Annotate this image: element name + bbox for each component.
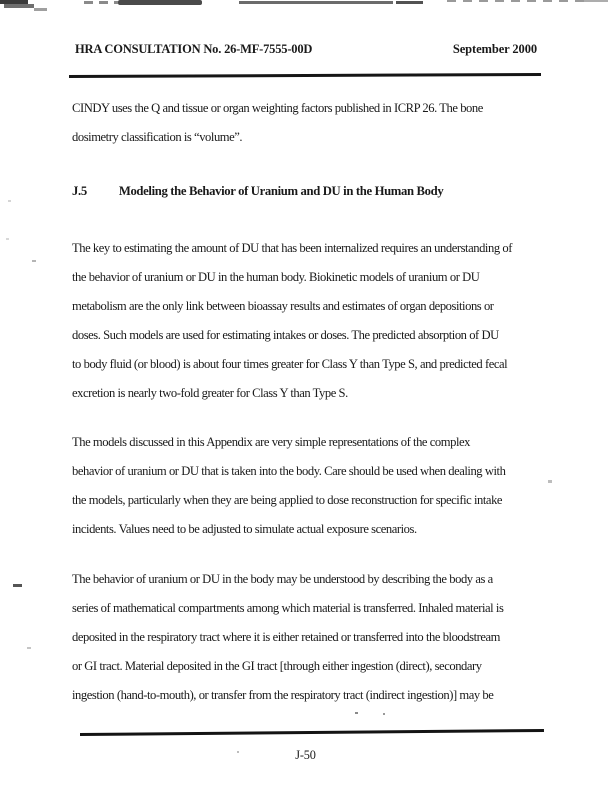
- text-line: deposited in the respiratory tract where it is either retained or transferred into the bloodstream: [72, 630, 500, 644]
- text-line: CINDY uses the Q and tissue or organ weighting factors published in ICRP 26. The bone: [72, 101, 483, 115]
- scan-speck: [6, 238, 9, 240]
- text-line: metabolism are the only link between bioassay results and estimates of organ depositions or: [72, 299, 494, 313]
- scan-artifact: [34, 8, 47, 11]
- body-paragraph-2: [72, 428, 505, 544]
- text-line: The models discussed in this Appendix are very simple representations of the complex: [72, 435, 470, 449]
- header-date: September 2000: [452, 42, 537, 56]
- text-line: the models, particularly when they are being applied to dose reconstruction for specific intake: [72, 493, 503, 507]
- scan-artifact: [118, 0, 202, 5]
- scan-artifact: [584, 0, 608, 2]
- text-line: series of mathematical compartments among which material is transferred. Inhaled material is: [72, 601, 504, 615]
- body-paragraph-1: [72, 234, 512, 408]
- scan-speck: [8, 200, 11, 202]
- footer-rule: [80, 729, 544, 736]
- scan-speck: [13, 584, 22, 587]
- scan-artifact: [447, 0, 607, 2]
- text-line: The behavior of uranium or DU in the body may be understood by describing the body as a: [72, 572, 493, 586]
- scan-artifact: [396, 1, 423, 4]
- text-line: doses. Such models are used for estimating intakes or doses. The predicted absorption of DU: [72, 328, 499, 342]
- header-rule: [69, 73, 541, 78]
- scan-artifact: [4, 4, 34, 8]
- section-title: Modeling the Behavior of Uranium and DU in the Human Body: [118, 184, 444, 198]
- scan-artifact: [84, 1, 118, 4]
- header-consultation-number: HRA CONSULTATION No. 26-MF-7555-00D: [75, 42, 313, 56]
- text-line: to body fluid (or blood) is about four times greater for Class Y than Type S, and predicted fecal: [72, 357, 508, 371]
- scan-speck: [27, 647, 31, 649]
- text-line: The key to estimating the amount of DU that has been internalized requires an understanding of: [72, 241, 512, 255]
- text-line: incidents. Values need to be adjusted to simulate actual exposure scenarios.: [72, 522, 417, 536]
- section-heading: [72, 177, 443, 206]
- scan-speck: [32, 260, 36, 262]
- text-line: the behavior of uranium or DU in the human body. Biokinetic models of uranium or DU: [72, 270, 480, 284]
- scan-speck: [383, 713, 385, 715]
- intro-paragraph: [72, 94, 483, 152]
- text-line: behavior of uranium or DU that is taken into the body. Care should be used when dealing with: [72, 464, 506, 478]
- body-paragraph-3: [72, 565, 503, 710]
- text-line: dosimetry classification is “volume”.: [72, 130, 243, 144]
- page-number: J-50: [295, 748, 316, 762]
- scan-speck: [548, 480, 552, 483]
- text-line: ingestion (hand-to-mouth), or transfer from the respiratory tract (indirect ingestion)] may be: [72, 688, 494, 702]
- text-line: excretion is nearly two-fold greater for Class Y than Type S.: [72, 386, 348, 400]
- text-line: or GI tract. Material deposited in the GI tract [through either ingestion (direct), secondary: [72, 659, 482, 673]
- section-number: J.5: [72, 184, 87, 198]
- scan-artifact: [239, 1, 393, 4]
- scan-speck: [355, 712, 358, 714]
